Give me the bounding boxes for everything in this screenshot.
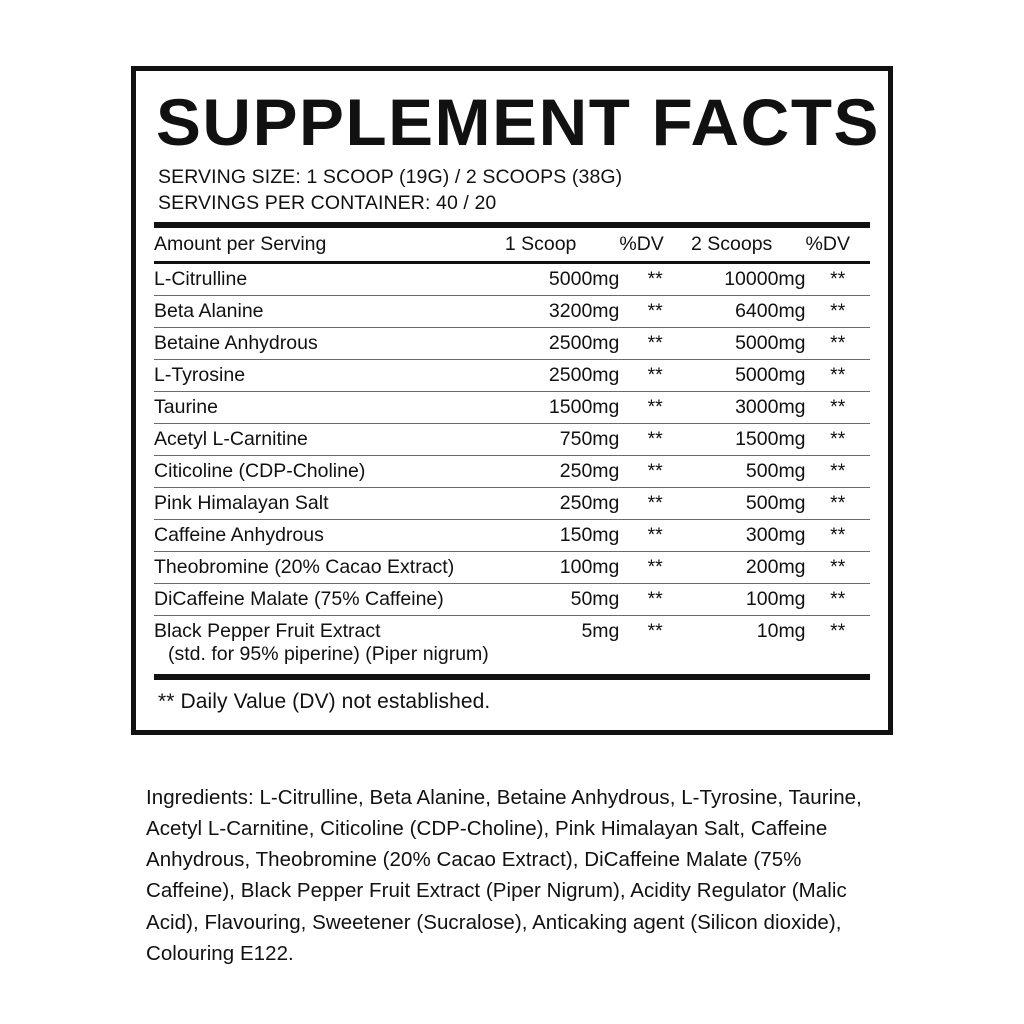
table-row xyxy=(154,264,870,296)
ingredient-amount-2: 500mg xyxy=(691,488,806,520)
nutrition-table-body xyxy=(154,264,870,670)
ingredient-dv-2: ** xyxy=(806,616,870,671)
ingredient-name: L-Citrulline xyxy=(154,268,248,291)
ingredient-dv-1: ** xyxy=(647,268,663,291)
servings-per-container-label: SERVINGS PER CONTAINER: xyxy=(158,192,431,214)
divider-bottom-thick xyxy=(154,674,870,680)
nutrition-table xyxy=(154,228,870,261)
ingredient-name-detail: (std. for 95% piperine) (Piper nigrum) xyxy=(168,643,489,666)
ingredient-amount-1: 250mg xyxy=(505,456,620,488)
table-row xyxy=(154,552,870,584)
serving-size-line xyxy=(158,164,870,190)
ingredient-amount-2: 10mg xyxy=(691,616,806,671)
ingredient-dv-1: ** xyxy=(619,520,691,552)
ingredient-dv-1: ** xyxy=(619,584,691,616)
ingredient-amount-1: 50mg xyxy=(505,584,620,616)
ingredient-amount-1: 100mg xyxy=(505,552,620,584)
table-row xyxy=(154,520,870,552)
ingredient-dv-2: ** xyxy=(806,424,870,456)
ingredient-dv-2: ** xyxy=(830,268,846,291)
ingredient-amount-2: 10000mg xyxy=(724,268,806,291)
ingredient-dv-2: ** xyxy=(806,360,870,392)
ingredient-dv-1: ** xyxy=(619,296,691,328)
serving-size-value: 1 SCOOP (19G) / 2 SCOOPS (38G) xyxy=(306,165,623,188)
serving-size-label: SERVING SIZE: xyxy=(158,165,301,188)
table-row xyxy=(154,296,870,328)
table-row xyxy=(154,488,870,520)
ingredient-name: Betaine Anhydrous xyxy=(154,332,318,355)
ingredient-dv-2: ** xyxy=(806,552,870,584)
table-row xyxy=(154,328,870,360)
ingredient-amount-2: 100mg xyxy=(691,584,806,616)
servings-per-container-line xyxy=(158,190,870,216)
ingredient-dv-1: ** xyxy=(619,392,691,424)
page-title: SUPPLEMENT FACTS xyxy=(156,85,880,159)
ingredient-dv-1: ** xyxy=(619,456,691,488)
ingredient-amount-1: 150mg xyxy=(505,520,620,552)
ingredient-name: Beta Alanine xyxy=(154,300,264,323)
table-row xyxy=(154,456,870,488)
ingredient-amount-2: 3000mg xyxy=(691,392,806,424)
ingredient-dv-2: ** xyxy=(806,584,870,616)
ingredient-amount-1: 1500mg xyxy=(505,392,620,424)
ingredient-amount-2: 1500mg xyxy=(691,424,806,456)
ingredient-dv-2: ** xyxy=(806,328,870,360)
header-amount-per-serving: Amount per Serving xyxy=(154,233,327,256)
ingredient-dv-2: ** xyxy=(806,456,870,488)
ingredient-amount-1: 750mg xyxy=(505,424,620,456)
ingredient-dv-1: ** xyxy=(619,552,691,584)
ingredient-dv-1: ** xyxy=(619,360,691,392)
ingredient-amount-1: 250mg xyxy=(505,488,620,520)
ingredient-amount-1: 5000mg xyxy=(548,268,620,291)
ingredient-dv-2: ** xyxy=(806,520,870,552)
serving-info xyxy=(158,164,870,217)
ingredient-name: Acetyl L-Carnitine xyxy=(154,428,308,451)
header-scoop2: 2 Scoops xyxy=(690,233,773,256)
ingredients-paragraph: Ingredients: L-Citrulline, Beta Alanine, Betaine Anhydrous, L-Tyrosine, Taurine, Acetyl L-Carnitine, Citicoline (CDP-Choline), Pink Himalayan Salt, Caffeine Anhydrous, Theobromine (20% Cacao Extract), DiCaffeine Malate (75% Caffeine), Black Pepper Fruit Extract (Piper Nigrum), Acidity Regulator (Malic Acid), Flavouring, Sweetener (Sucralose), Anticaking agent (Silicon dioxide), Colouring E122. xyxy=(146,786,862,965)
header-dv1: %DV xyxy=(619,233,664,256)
table-row xyxy=(154,616,870,671)
ingredient-amount-2: 6400mg xyxy=(691,296,806,328)
ingredient-dv-1: ** xyxy=(619,488,691,520)
ingredient-rows-table xyxy=(154,264,870,670)
ingredient-name: Taurine xyxy=(154,396,218,419)
ingredient-dv-2: ** xyxy=(806,392,870,424)
ingredient-dv-2: ** xyxy=(806,488,870,520)
servings-per-container-value: 40 / 20 xyxy=(436,192,497,214)
ingredient-name: Black Pepper Fruit Extract xyxy=(154,620,381,643)
table-row xyxy=(154,392,870,424)
ingredient-name: Pink Himalayan Salt xyxy=(154,492,329,515)
ingredient-amount-1: 2500mg xyxy=(505,328,620,360)
ingredient-amount-2: 5000mg xyxy=(691,360,806,392)
header-dv2: %DV xyxy=(805,233,850,256)
ingredient-amount-2: 300mg xyxy=(691,520,806,552)
ingredient-amount-1: 3200mg xyxy=(505,296,620,328)
ingredient-amount-2: 5000mg xyxy=(691,328,806,360)
table-row xyxy=(154,360,870,392)
ingredient-dv-1: ** xyxy=(619,616,691,671)
table-row xyxy=(154,584,870,616)
ingredient-amount-1: 2500mg xyxy=(505,360,620,392)
daily-value-footnote: ** Daily Value (DV) not established. xyxy=(158,690,491,714)
ingredient-dv-1: ** xyxy=(619,424,691,456)
supplement-facts-panel xyxy=(131,66,893,735)
ingredient-amount-2: 500mg xyxy=(691,456,806,488)
table-row xyxy=(154,424,870,456)
ingredient-dv-2: ** xyxy=(806,296,870,328)
table-header-row xyxy=(154,228,870,261)
ingredient-amount-2: 200mg xyxy=(691,552,806,584)
ingredient-name: L-Tyrosine xyxy=(154,364,246,387)
ingredient-dv-1: ** xyxy=(619,328,691,360)
ingredient-name: Citicoline (CDP-Choline) xyxy=(154,460,366,483)
nutrition-table-head xyxy=(154,228,870,261)
ingredient-name: Theobromine (20% Cacao Extract) xyxy=(154,556,455,579)
ingredient-name: Caffeine Anhydrous xyxy=(154,524,324,547)
ingredient-name: DiCaffeine Malate (75% Caffeine) xyxy=(154,588,444,611)
header-scoop1: 1 Scoop xyxy=(504,233,577,256)
ingredient-amount-1: 5mg xyxy=(505,616,620,671)
